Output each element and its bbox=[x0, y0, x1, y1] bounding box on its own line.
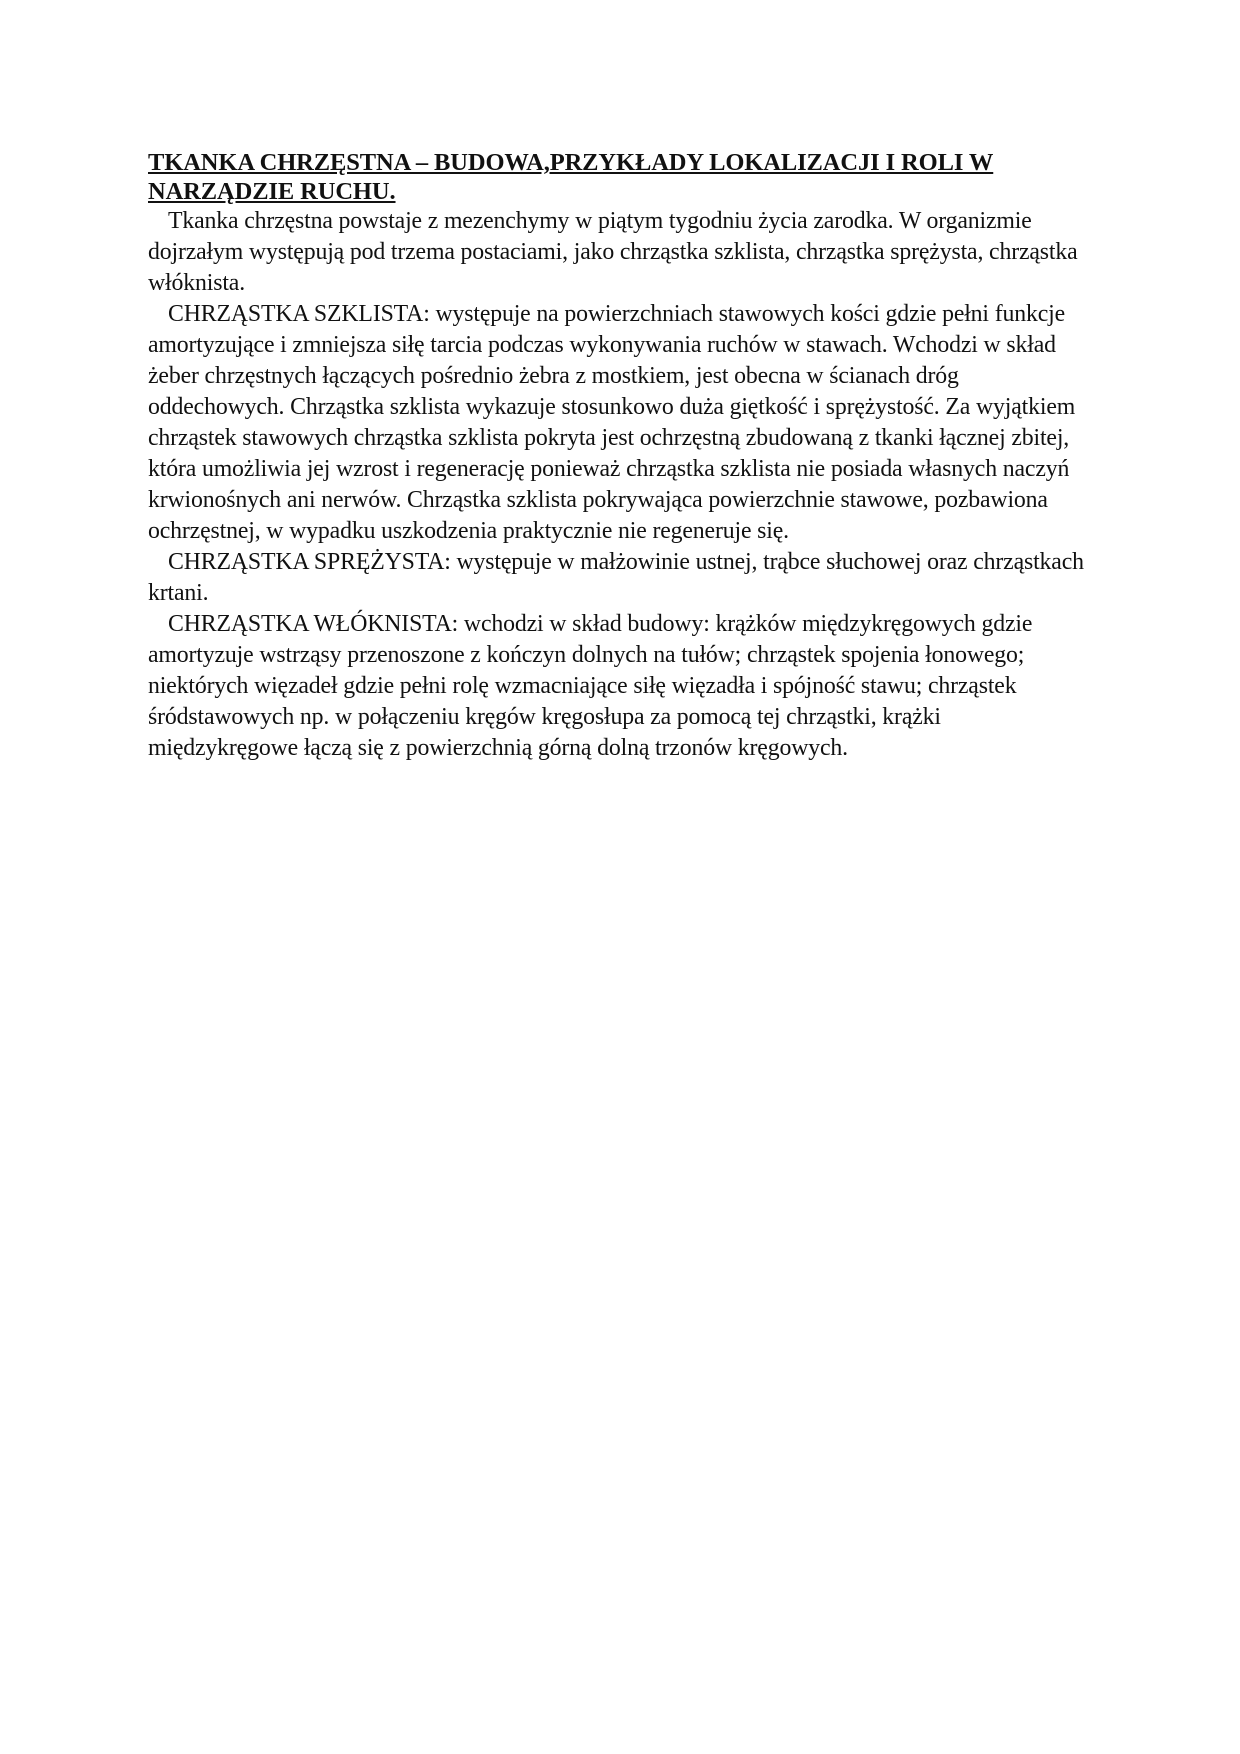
paragraph-hyaline-cartilage: CHRZĄSTKA SZKLISTA: występuje na powierzchniach stawowych kości gdzie pełni funkcje amortyzujące i zmniejsza siłę tarcia podczas wykonywania ruchów w stawach. Wchodzi w skład żeber chrzęstnych łączących pośrednio żebra z mostkiem, jest obecna w ścianach dróg oddechowych. Chrząstka szklista wykazuje stosunkowo duża giętkość i sprężystość. Za wyjątkiem chrząstek stawowych chrząstka szklista pokryta jest ochrzęstną zbudowaną z tkanki łącznej zbitej, która umożliwia jej wzrost i regenerację ponieważ chrząstka szklista nie posiada własnych naczyń krwionośnych ani nerwów. Chrząstka szklista pokrywająca powierzchnie stawowe, pozbawiona ochrzęstnej, w wypadku uszkodzenia praktycznie nie regeneruje się. bbox=[148, 301, 1076, 544]
paragraph-elastic-cartilage: CHRZĄSTKA SPRĘŻYSTA: występuje w małżowinie ustnej, trąbce słuchowej oraz chrząstkach krtani. bbox=[148, 549, 1084, 606]
document-body bbox=[148, 148, 1088, 764]
paragraph-fibrous-cartilage: CHRZĄSTKA WŁÓKNISTA: wchodzi w skład budowy: krążków międzykręgowych gdzie amortyzuje wstrząsy przenoszone z kończyn dolnych na tułów; chrząstek spojenia łonowego; niektórych więzadeł gdzie pełni rolę wzmacniające siłę więzadła i spójność stawu; chrząstek śródstawowych np. w połączeniu kręgów kręgosłupa za pomocą tej chrząstki, krążki międzykręgowe łączą się z powierzchnią górną dolną trzonów kręgowych. bbox=[148, 611, 1033, 761]
paragraph-intro: Tkanka chrzęstna powstaje z mezenchymy w piątym tygodniu życia zarodka. W organizmie dojrzałym występują pod trzema postaciami, jako chrząstka szklista, chrząstka sprężysta, chrząstka włóknista. bbox=[148, 208, 1078, 296]
document-title: TKANKA CHRZĘSTNA – BUDOWA,PRZYKŁADY LOKALIZACJI I ROLI W NARZĄDZIE RUCHU. bbox=[148, 149, 994, 205]
